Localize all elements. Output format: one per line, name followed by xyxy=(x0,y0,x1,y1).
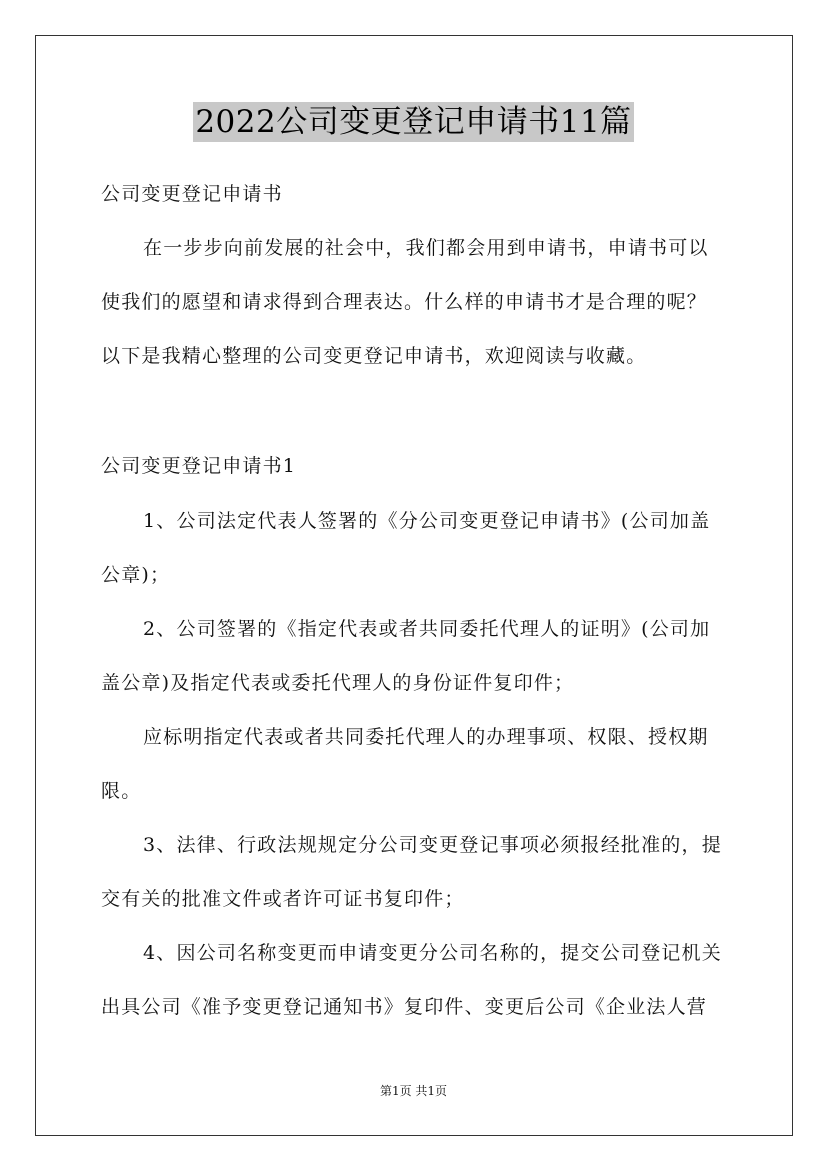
paragraph-line: 公章)； xyxy=(101,564,171,586)
section-heading: 公司变更登记申请书 xyxy=(101,183,283,205)
paragraph-line: 使我们的愿望和请求得到合理表达。什么样的申请书才是合理的呢？ xyxy=(101,291,708,313)
paragraph-line: 在一步步向前发展的社会中，我们都会用到申请书，申请书可以 xyxy=(143,237,709,259)
paragraph-line: 交有关的批准文件或者许可证书复印件； xyxy=(101,888,465,910)
paragraph-line: 以下是我精心整理的公司变更登记申请书，欢迎阅读与收藏。 xyxy=(101,345,647,367)
paragraph-line: 1、公司法定代表人签署的《分公司变更登记申请书》(公司加盖 xyxy=(143,510,711,532)
paragraph-line: 应标明指定代表或者共同委托代理人的办理事项、权限、授权期 xyxy=(143,726,709,748)
page-number-footer: 第1页 共1页 xyxy=(379,1084,448,1098)
section-heading: 公司变更登记申请书1 xyxy=(101,455,297,477)
paragraph-line: 出具公司《准予变更登记通知书》复印件、变更后公司《企业法人营 xyxy=(101,996,708,1018)
paragraph-line: 3、法律、行政法规规定分公司变更登记事项必须报经批准的，提 xyxy=(143,834,722,856)
paragraph-line: 盖公章)及指定代表或委托代理人的身份证件复印件； xyxy=(101,672,575,694)
document-title: 2022公司变更登记申请书11篇 xyxy=(195,104,632,140)
paragraph-line: 2、公司签署的《指定代表或者共同委托代理人的证明》(公司加 xyxy=(143,618,711,640)
paragraph-line: 4、因公司名称变更而申请变更分公司名称的，提交公司登记机关 xyxy=(143,942,722,964)
paragraph-line: 限。 xyxy=(101,780,142,802)
title-container xyxy=(0,102,827,142)
